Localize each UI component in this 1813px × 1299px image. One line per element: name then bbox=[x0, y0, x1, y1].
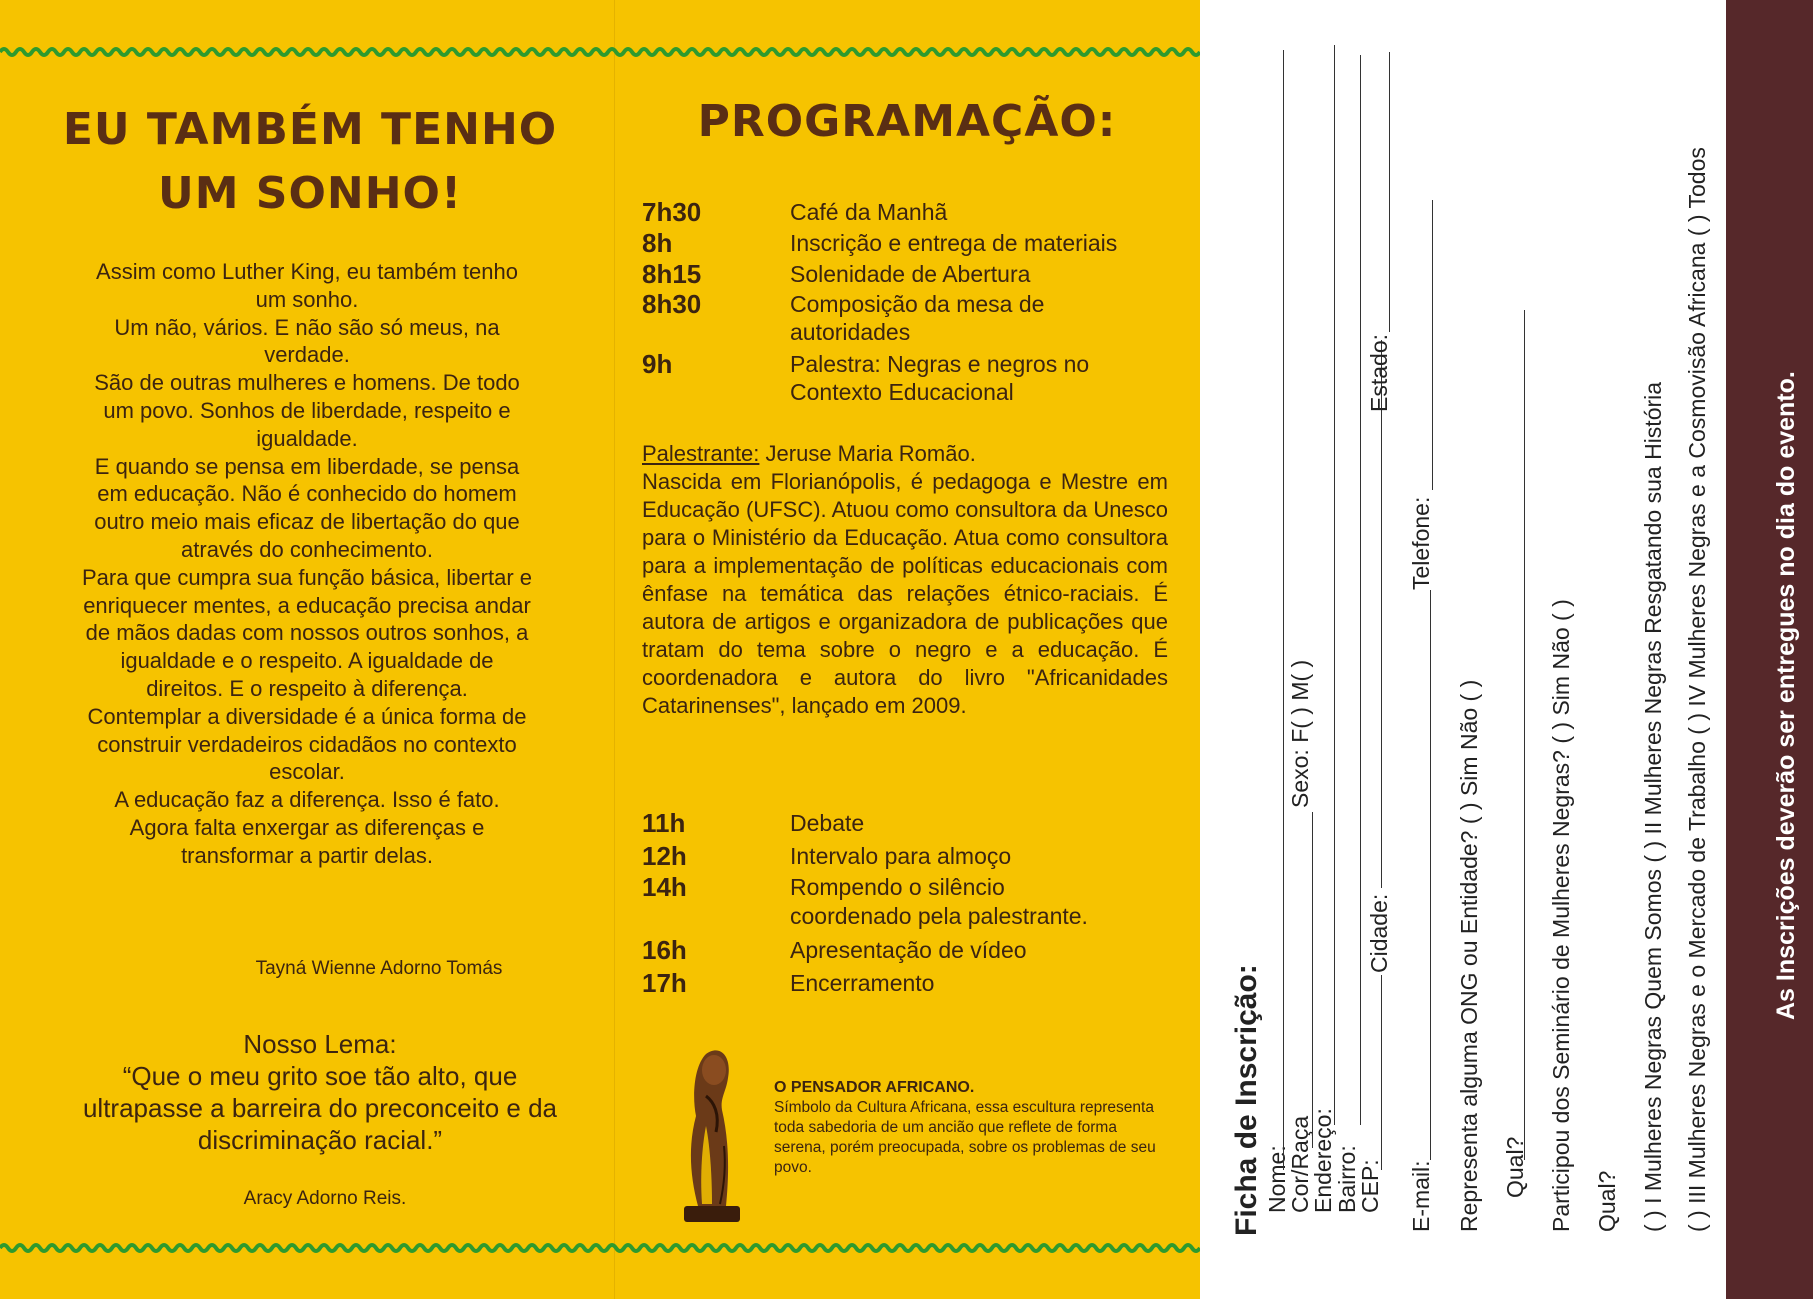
speaker-bio bbox=[642, 440, 1168, 720]
dream-title-line-1: EU TAMBÉM TENHO bbox=[62, 104, 558, 155]
schedule-activity: Intervalo para almoço bbox=[790, 843, 1012, 869]
schedule-row bbox=[642, 228, 1182, 259]
schedule-activity: Palestra: Negras e negros no Contexto Educacional bbox=[790, 351, 1090, 405]
morning-schedule bbox=[642, 197, 1182, 406]
program-title: PROGRAMAÇÃO: bbox=[697, 96, 1117, 147]
form-title: Ficha de Inscrição: bbox=[1230, 964, 1263, 1236]
name-field[interactable] bbox=[1283, 50, 1284, 1170]
neighborhood-field[interactable] bbox=[1360, 55, 1361, 1125]
speaker-bio-text: Nascida em Florianópolis, é pedagoga e Mestre em Educação (UFSC). Atuou como consultora da Unesco para o Ministério da Educação. Atua como consultora para a implementação de políticas educacionais com ênfase na temática das relações étnico-raciais. É autora de artigos e organizadora de publicações que tratam do tema sobre o negro e a educação. É coordenadora e autora do livro "Africanidades Catarinenses", lançado em 2009. bbox=[642, 469, 1168, 718]
dream-essay bbox=[80, 258, 534, 870]
address-label: Endereço: bbox=[1310, 1108, 1336, 1213]
schedule-time: 17h bbox=[642, 968, 687, 998]
schedule-time: 8h bbox=[642, 228, 673, 258]
schedule-row bbox=[642, 259, 1182, 290]
schedule-activity: Inscrição e entrega de materiais bbox=[790, 230, 1118, 256]
thinker-title: O PENSADOR AFRICANO. bbox=[774, 1079, 975, 1096]
schedule-row bbox=[642, 290, 1182, 346]
schedule-row bbox=[642, 840, 1182, 873]
schedule-time: 9h bbox=[642, 349, 673, 379]
motto bbox=[60, 1028, 580, 1156]
ong-which-label: Qual? bbox=[1502, 1136, 1528, 1198]
dream-title bbox=[60, 98, 560, 226]
ong-question[interactable]: Representa alguma ONG ou Entidade? ( ) Sim Não ( ) bbox=[1456, 679, 1482, 1232]
thinker-caption bbox=[774, 1078, 1164, 1178]
city-field[interactable] bbox=[1381, 340, 1382, 888]
thinker-text: Símbolo da Cultura Africana, essa escultura representa toda sabedoria de um ancião que reflete de forma serena, porém preocupada, sobre os problemas de seu povo. bbox=[774, 1099, 1156, 1176]
schedule-activity: Debate bbox=[790, 810, 865, 836]
essay-author: Tayná Wienne Adorno Tomás bbox=[255, 958, 503, 979]
essay-paragraph: Contemplar a diversidade é a única forma de construir verdadeiros cidadãos no contexto escolar. bbox=[87, 703, 527, 785]
speaker-name: Jeruse Maria Romão. bbox=[759, 441, 976, 466]
side-note: As Inscrições deverão ser entregues no dia do evento. bbox=[1772, 371, 1800, 1020]
schedule-activity: Composição da mesa de autoridades bbox=[790, 291, 1045, 345]
thinker-statue-image bbox=[676, 1036, 746, 1226]
motto-title: Nosso Lema: bbox=[243, 1029, 397, 1059]
schedule-activity: Apresentação de vídeo bbox=[790, 937, 1027, 963]
race-field[interactable] bbox=[1312, 812, 1313, 1148]
motto-text: “Que o meu grito soe tão alto, que ultrapasse a barreira do preconceito e da discriminação racial.” bbox=[82, 1061, 558, 1155]
schedule-time: 8h30 bbox=[642, 289, 702, 319]
schedule-time: 14h bbox=[642, 872, 687, 902]
address-field[interactable] bbox=[1334, 45, 1335, 1125]
essay-paragraph: São de outras mulheres e homens. De todo um povo. Sonhos de liberdade, respeito e igualdade. bbox=[94, 370, 520, 451]
seminar-question[interactable]: Participou dos Seminário de Mulheres Negras? ( ) Sim Não ( ) bbox=[1548, 599, 1574, 1232]
schedule-time: 16h bbox=[642, 935, 687, 965]
neighborhood-label: Bairro: bbox=[1334, 1145, 1360, 1213]
essay-paragraph: Um não, vários. E não são só meus, na verdade. bbox=[114, 314, 500, 368]
state-field[interactable] bbox=[1389, 52, 1390, 332]
essay-paragraph: Agora falta enxergar as diferenças e transformar a partir delas. bbox=[129, 814, 485, 868]
seminar-options-2[interactable]: ( ) III Mulheres Negras e o Mercado de Trabalho ( ) IV Mulheres Negras e a Cosmovisão Africana ( ) Todos bbox=[1684, 147, 1710, 1232]
schedule-time: 7h30 bbox=[642, 197, 702, 227]
afternoon-schedule bbox=[642, 807, 1182, 1000]
zip-field[interactable] bbox=[1381, 975, 1382, 1170]
schedule-activity: Solenidade de Abertura bbox=[790, 261, 1031, 287]
race-label: Cor/Raça bbox=[1287, 1115, 1313, 1213]
schedule-activity: Café da Manhã bbox=[790, 199, 948, 225]
schedule-row bbox=[642, 873, 1182, 931]
ong-which-field[interactable] bbox=[1524, 310, 1525, 1160]
schedule-row bbox=[642, 350, 1182, 406]
schedule-row bbox=[642, 934, 1182, 967]
seminar-options-1[interactable]: ( ) I Mulheres Negras Quem Somos ( ) II Mulheres Negras Resgatando sua História bbox=[1640, 381, 1666, 1232]
phone-field[interactable] bbox=[1432, 200, 1433, 490]
essay-paragraph: A educação faz a diferença. Isso é fato. bbox=[114, 787, 500, 813]
top-wave-border bbox=[0, 44, 1200, 60]
bottom-wave-border bbox=[0, 1240, 1200, 1256]
dream-title-line-2: UM SONHO! bbox=[157, 168, 463, 219]
essay-paragraph: Assim como Luther King, eu também tenho um sonho. bbox=[96, 259, 518, 312]
sex-options[interactable]: Sexo: F( ) M( ) bbox=[1287, 659, 1313, 808]
schedule-time: 12h bbox=[642, 841, 687, 871]
zip-label: CEP: bbox=[1357, 1159, 1383, 1213]
schedule-activity: Rompendo o silêncio coordenado pela palestrante. bbox=[790, 874, 1088, 929]
schedule-row bbox=[642, 967, 1182, 1000]
schedule-row bbox=[642, 807, 1182, 840]
email-field[interactable] bbox=[1430, 590, 1431, 1160]
motto-author: Aracy Adorno Reis. bbox=[243, 1188, 407, 1209]
email-label: E-mail: bbox=[1408, 1160, 1434, 1232]
schedule-time: 11h bbox=[642, 808, 686, 838]
essay-paragraph: E quando se pensa em liberdade, se pensa em educação. Não é conhecido do homem outro meio mais eficaz de libertação do que através do conhecimento. bbox=[94, 453, 520, 562]
schedule-time: 8h15 bbox=[642, 259, 702, 289]
phone-label: Telefone: bbox=[1408, 496, 1434, 590]
essay-paragraph: Para que cumpra sua função básica, libertar e enriquecer mentes, a educação precisa andar de mãos dadas com nossos outros sonhos, a igualdade e o respeito. A igualdade de direitos. E o respeito à diferença. bbox=[81, 564, 533, 701]
speaker-label: Palestrante: bbox=[642, 441, 760, 466]
city-label: Cidade: bbox=[1366, 893, 1392, 973]
seminar-which-label: Qual? bbox=[1594, 1170, 1620, 1232]
state-label: Estado: bbox=[1366, 334, 1392, 412]
schedule-row bbox=[642, 197, 1182, 228]
schedule-activity: Encerramento bbox=[790, 970, 935, 996]
name-label: Nome: bbox=[1264, 1145, 1290, 1213]
